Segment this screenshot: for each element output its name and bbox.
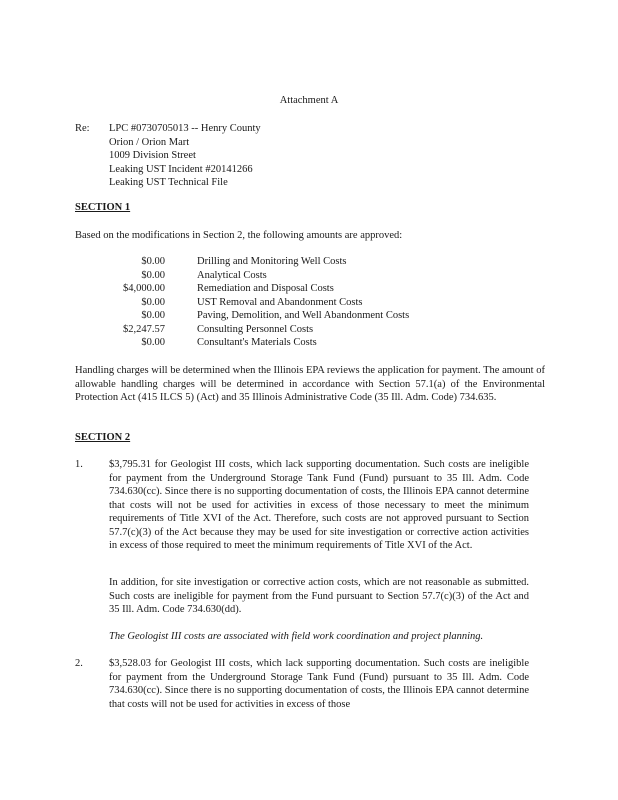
- page-title: Attachment A: [279, 95, 339, 106]
- item-1-paragraph-2: In addition, for site investigation or corrective action costs, which are not reasonable as submitted. Such costs are ineligible for payment from the Fund pursuant to Section 57.7(c)(3) of the Act and 35 Ill. Adm. Code 734.630(dd).: [109, 577, 529, 615]
- cost-row: [75, 282, 495, 296]
- item-number: 1.: [75, 459, 83, 470]
- re-label: Re:: [75, 123, 90, 134]
- item-1-paragraph-1: $3,795.31 for Geologist III costs, which lack supporting documentation. Such costs are ineligible for payment from the Underground Storage Tank Fund (Fund) pursuant to 35 Ill. Adm. Code 734.630(cc). Since there is no supporting documentation of costs, the Illinois EPA cannot determine that costs will not be used for activities in excess of those necessary to meet the minimum requirements of Title XVI of the Act. Therefore, such costs are not approved pursuant to Section 57.7(c)(3) of the Act because they may be used for site investigation or corrective action activities in excess of those required to meet the minimum requirements of Title XVI of the Act.: [109, 459, 529, 551]
- cost-row: [75, 323, 495, 337]
- cost-description: Paving, Demolition, and Well Abandonment Costs: [197, 310, 410, 321]
- section2-heading: SECTION 2: [75, 432, 131, 443]
- cost-amount: $4,000.00: [123, 283, 165, 294]
- cost-description: Remediation and Disposal Costs: [197, 283, 334, 294]
- cost-description: UST Removal and Abandonment Costs: [197, 296, 363, 308]
- cost-list: [75, 255, 495, 350]
- cost-amount: $0.00: [141, 256, 165, 267]
- re-line: Orion / Orion Mart: [109, 136, 190, 148]
- section1-intro: Based on the modifications in Section 2, the following amounts are approved:: [75, 230, 403, 241]
- cost-row: [75, 309, 495, 323]
- item-number: 2.: [75, 658, 83, 669]
- cost-amount: $0.00: [141, 296, 165, 308]
- re-block: [109, 122, 261, 190]
- cost-amount: $2,247.57: [123, 323, 165, 335]
- section1-heading: SECTION 1: [75, 202, 131, 213]
- cost-amount: $0.00: [141, 337, 165, 348]
- item-1-note: The Geologist III costs are associated with field work coordination and project planning.: [109, 631, 484, 642]
- handling-paragraph: Handling charges will be determined when the Illinois EPA reviews the application for payment. The amount of allowable handling charges will be determined in accordance with Section 57.1(a) of the Environmental Protection Act (415 ILCS 5) (Act) and 35 Illinois Administrative Code (35 Ill. Adm. Code) 734.635.: [75, 365, 545, 403]
- re-line: LPC #0730705013 -- Henry County: [109, 123, 261, 134]
- cost-row: [75, 269, 495, 283]
- cost-row: [75, 296, 495, 310]
- cost-description: Consulting Personnel Costs: [197, 323, 314, 335]
- cost-description: Drilling and Monitoring Well Costs: [197, 256, 347, 267]
- item-2-paragraph-1: $3,528.03 for Geologist III costs, which lack supporting documentation. Such costs are ineligible for payment from the Underground Storage Tank Fund (Fund) pursuant to 35 Ill. Adm. Code 734.630(cc). Since there is no supporting documentation of costs, the Illinois EPA cannot determine that costs will not be used for activities in excess of those: [109, 658, 529, 710]
- re-line: Leaking UST Incident #20141266: [109, 163, 253, 175]
- cost-description: Consultant's Materials Costs: [197, 337, 317, 348]
- cost-description: Analytical Costs: [197, 269, 267, 281]
- cost-amount: $0.00: [141, 269, 165, 281]
- cost-row: [75, 255, 495, 269]
- re-line: 1009 Division Street: [109, 150, 196, 161]
- cost-amount: $0.00: [141, 310, 165, 321]
- re-line: Leaking UST Technical File: [109, 177, 228, 188]
- cost-row: [75, 336, 495, 350]
